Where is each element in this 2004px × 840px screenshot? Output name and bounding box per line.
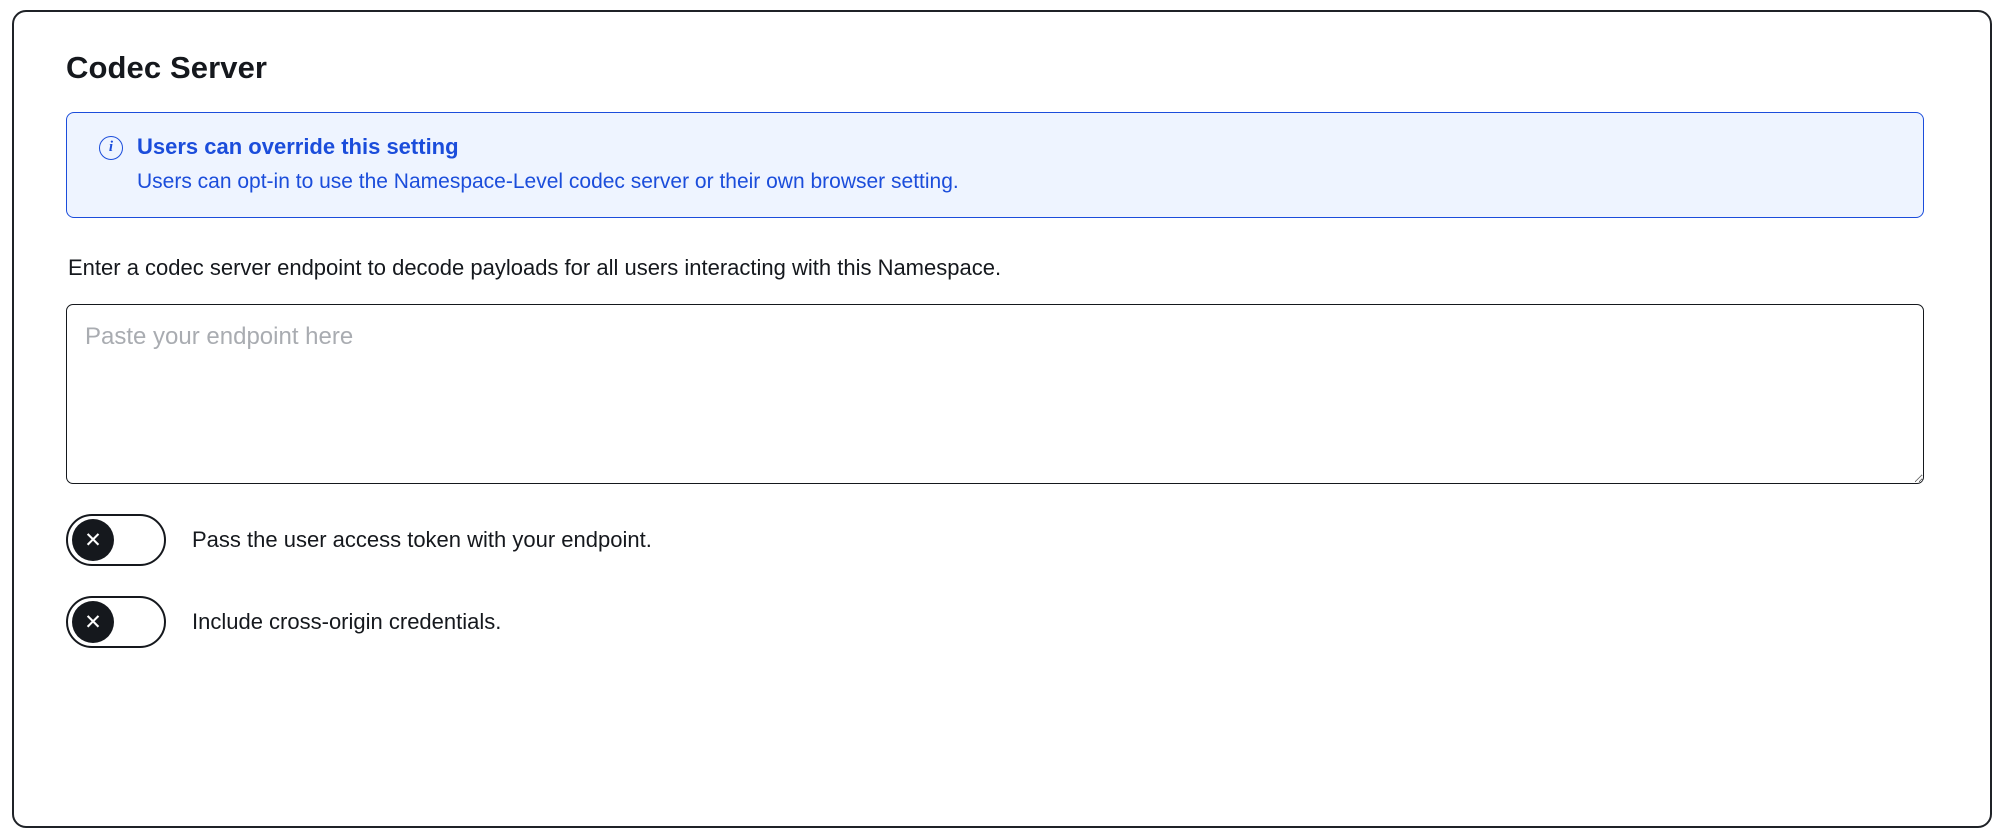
info-icon: i bbox=[99, 136, 123, 160]
include-cross-origin-credentials-label: Include cross-origin credentials. bbox=[192, 609, 502, 635]
callout-title: Users can override this setting bbox=[137, 134, 459, 159]
codec-server-card bbox=[12, 10, 1992, 828]
toggle-off-icon: ✕ bbox=[72, 601, 114, 643]
override-notice-callout bbox=[66, 112, 1924, 218]
endpoint-description: Enter a codec server endpoint to decode payloads for all users interacting with this Namespace. bbox=[68, 254, 1002, 280]
include-cross-origin-credentials-toggle[interactable] bbox=[66, 596, 166, 648]
pass-access-token-label: Pass the user access token with your endpoint. bbox=[192, 527, 652, 553]
toggle-row-access-token bbox=[66, 514, 1950, 566]
codec-endpoint-input[interactable] bbox=[66, 304, 1924, 484]
pass-access-token-toggle[interactable] bbox=[66, 514, 166, 566]
toggle-off-icon: ✕ bbox=[72, 519, 114, 561]
toggle-row-cross-origin bbox=[66, 596, 1950, 648]
callout-body: Users can opt-in to use the Namespace-Level codec server or their own browser setting. bbox=[137, 169, 959, 193]
callout-text bbox=[137, 133, 959, 195]
page-title: Codec Server bbox=[66, 50, 268, 85]
